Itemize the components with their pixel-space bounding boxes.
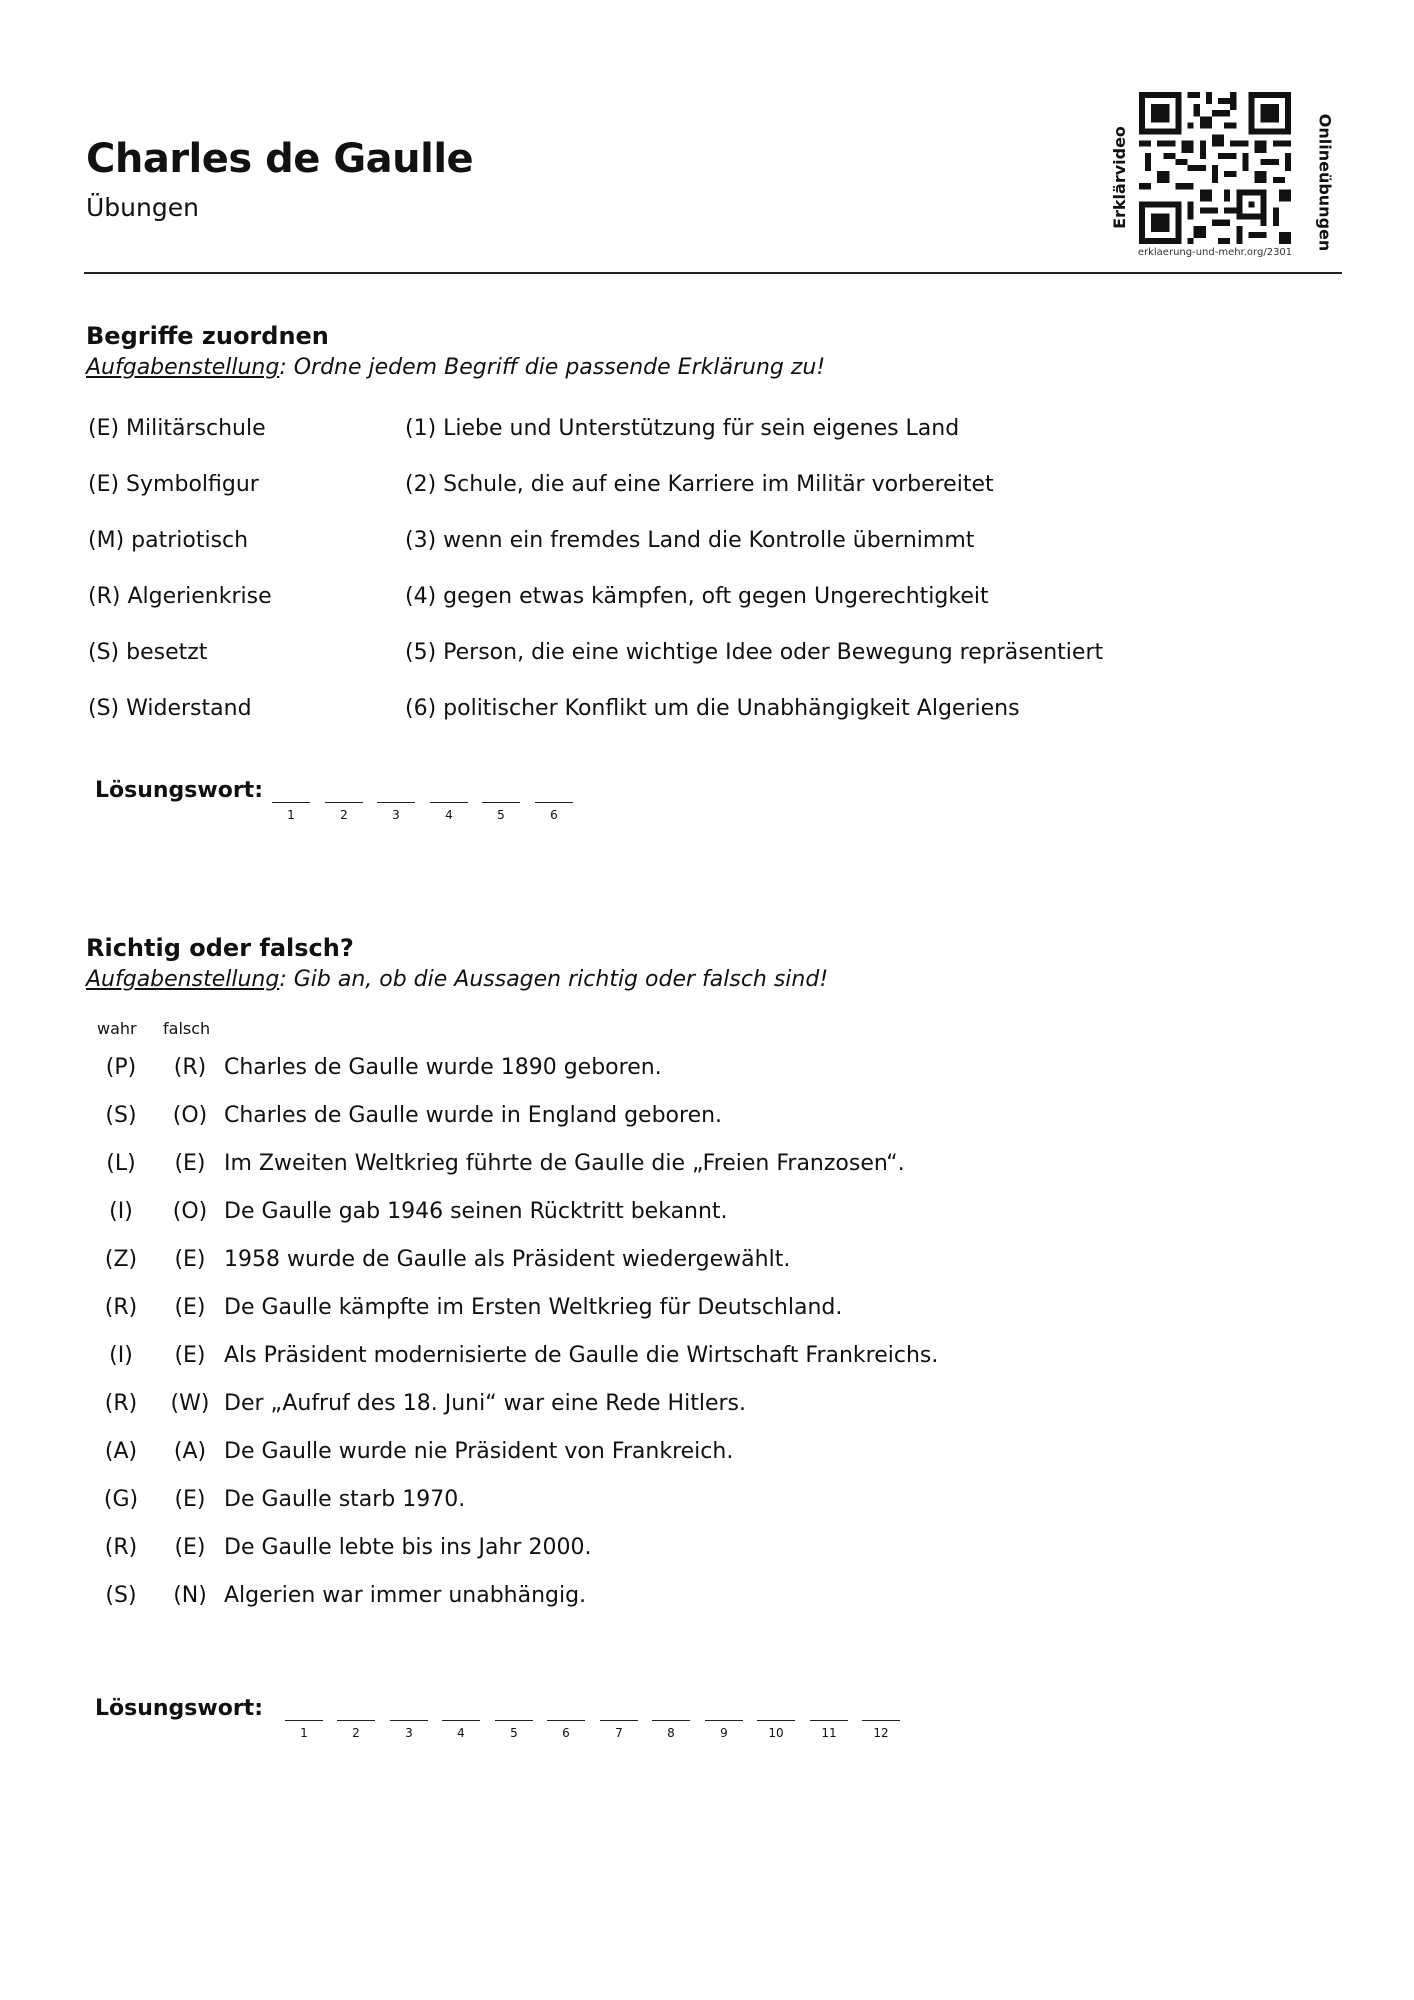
definition: (3) wenn ein fremdes Land die Kontrolle übernimmt — [405, 528, 975, 553]
statement-row — [0, 1343, 1414, 1373]
statement-text: Im Zweiten Weltkrieg führte de Gaulle die „Freien Franzosen“. — [224, 1151, 905, 1176]
true-letter[interactable]: (S) — [105, 1103, 137, 1128]
blank-slot[interactable] — [757, 1720, 795, 1721]
blank-slot[interactable] — [390, 1720, 428, 1721]
blank-number: 1 — [300, 1726, 308, 1740]
statement-text: Algerien war immer unabhängig. — [224, 1583, 587, 1608]
section2-instruction — [86, 967, 828, 992]
blank-slot[interactable] — [862, 1720, 900, 1721]
statement-text: Charles de Gaulle wurde 1890 geboren. — [224, 1055, 662, 1080]
blank-number: 10 — [768, 1726, 784, 1740]
false-letter[interactable]: (E) — [174, 1151, 206, 1176]
blank-number: 7 — [615, 1726, 623, 1740]
match-row — [0, 584, 1414, 614]
blank-slot[interactable] — [285, 1720, 323, 1721]
true-letter[interactable]: (Z) — [104, 1247, 138, 1272]
false-letter[interactable]: (E) — [174, 1535, 206, 1560]
term: (E) Symbolfigur — [88, 472, 259, 497]
instruction-label: Aufgabenstellung — [86, 967, 280, 992]
blank-slot[interactable] — [272, 802, 310, 803]
blank-slot[interactable] — [547, 1720, 585, 1721]
instruction-text: : Gib an, ob die Aussagen richtig oder falsch sind! — [279, 967, 829, 992]
section2-heading: Richtig oder falsch? — [86, 934, 354, 962]
blank-number: 2 — [352, 1726, 360, 1740]
false-letter[interactable]: (E) — [174, 1295, 206, 1320]
definition: (2) Schule, die auf eine Karriere im Militär vorbereitet — [405, 472, 994, 497]
blank-slot[interactable] — [442, 1720, 480, 1721]
blank-slot[interactable] — [430, 802, 468, 803]
statement-row — [0, 1439, 1414, 1469]
match-row — [0, 696, 1414, 726]
match-row — [0, 416, 1414, 446]
statement-row — [0, 1103, 1414, 1133]
blank-number: 6 — [562, 1726, 570, 1740]
statement-text: De Gaulle starb 1970. — [224, 1487, 466, 1512]
page-subtitle: Übungen — [86, 193, 199, 222]
statement-row — [0, 1055, 1414, 1085]
online-exercises-label: Onlineübungen — [1315, 113, 1335, 251]
statement-text: De Gaulle gab 1946 seinen Rücktritt bekannt. — [224, 1199, 728, 1224]
false-letter[interactable]: (O) — [172, 1199, 208, 1224]
column-false-label: falsch — [163, 1019, 211, 1038]
false-letter[interactable]: (E) — [174, 1343, 206, 1368]
false-letter[interactable]: (O) — [172, 1103, 208, 1128]
qr-code-icon[interactable] — [1139, 92, 1291, 244]
statement-row — [0, 1295, 1414, 1325]
statement-text: De Gaulle lebte bis ins Jahr 2000. — [224, 1535, 592, 1560]
false-letter[interactable]: (N) — [173, 1583, 207, 1608]
statement-text: De Gaulle kämpfte im Ersten Weltkrieg für Deutschland. — [224, 1295, 843, 1320]
header-divider — [84, 272, 1342, 274]
statement-row — [0, 1583, 1414, 1613]
blank-number: 5 — [497, 808, 505, 822]
true-letter[interactable]: (A) — [104, 1439, 138, 1464]
page-title: Charles de Gaulle — [86, 136, 474, 182]
statement-row — [0, 1199, 1414, 1229]
true-letter[interactable]: (G) — [103, 1487, 139, 1512]
section1-heading: Begriffe zuordnen — [86, 322, 329, 350]
blank-slot[interactable] — [600, 1720, 638, 1721]
term: (E) Militärschule — [88, 416, 266, 441]
false-letter[interactable]: (E) — [174, 1487, 206, 1512]
statement-text: De Gaulle wurde nie Präsident von Frankreich. — [224, 1439, 734, 1464]
definition: (1) Liebe und Unterstützung für sein eigenes Land — [405, 416, 960, 441]
statement-text: Der „Aufruf des 18. Juni“ war eine Rede Hitlers. — [224, 1391, 746, 1416]
false-letter[interactable]: (R) — [173, 1055, 207, 1080]
blank-slot[interactable] — [652, 1720, 690, 1721]
blank-number: 1 — [287, 808, 295, 822]
false-letter[interactable]: (E) — [174, 1247, 206, 1272]
match-row — [0, 640, 1414, 670]
blank-slot[interactable] — [495, 1720, 533, 1721]
blank-number: 4 — [457, 1726, 465, 1740]
solution-word-label: Lösungswort: — [95, 1696, 263, 1721]
blank-number: 8 — [667, 1726, 675, 1740]
statement-row — [0, 1535, 1414, 1565]
term: (R) Algerienkrise — [88, 584, 272, 609]
definition: (4) gegen etwas kämpfen, oft gegen Ungerechtigkeit — [405, 584, 989, 609]
blank-number: 5 — [510, 1726, 518, 1740]
term: (M) patriotisch — [88, 528, 249, 553]
blank-number: 3 — [392, 808, 400, 822]
definition: (5) Person, die eine wichtige Idee oder Bewegung repräsentiert — [405, 640, 1104, 665]
statement-row — [0, 1487, 1414, 1517]
false-letter[interactable]: (A) — [173, 1439, 207, 1464]
qr-url: erklaerung-und-mehr.org/2301 — [1137, 247, 1293, 258]
statement-text: 1958 wurde de Gaulle als Präsident wiedergewählt. — [224, 1247, 791, 1272]
true-letter[interactable]: (R) — [104, 1391, 138, 1416]
true-letter[interactable]: (P) — [105, 1055, 137, 1080]
blank-slot[interactable] — [377, 802, 415, 803]
qr-code-block[interactable] — [1105, 92, 1345, 264]
blank-number: 3 — [405, 1726, 413, 1740]
blank-slot[interactable] — [337, 1720, 375, 1721]
match-row — [0, 528, 1414, 558]
blank-slot[interactable] — [705, 1720, 743, 1721]
instruction-text: : Ordne jedem Begriff die passende Erklärung zu! — [279, 355, 826, 380]
blank-slot[interactable] — [810, 1720, 848, 1721]
statement-row — [0, 1391, 1414, 1421]
blank-number: 6 — [550, 808, 558, 822]
true-letter[interactable]: (R) — [104, 1535, 138, 1560]
blank-number: 11 — [821, 1726, 837, 1740]
blank-number: 4 — [445, 808, 453, 822]
definition: (6) politischer Konflikt um die Unabhängigkeit Algeriens — [405, 696, 1020, 721]
blank-number: 2 — [340, 808, 348, 822]
term: (S) Widerstand — [88, 696, 252, 721]
true-letter[interactable]: (R) — [104, 1295, 138, 1320]
blank-slot[interactable] — [535, 802, 573, 803]
statement-text: Als Präsident modernisierte de Gaulle die Wirtschaft Frankreichs. — [224, 1343, 939, 1368]
true-letter[interactable]: (S) — [105, 1583, 137, 1608]
term: (S) besetzt — [88, 640, 208, 665]
statement-text: Charles de Gaulle wurde in England geboren. — [224, 1103, 723, 1128]
true-letter[interactable]: (I) — [109, 1199, 133, 1224]
match-row — [0, 472, 1414, 502]
blank-slot[interactable] — [325, 802, 363, 803]
true-letter[interactable]: (I) — [109, 1343, 133, 1368]
instruction-label: Aufgabenstellung — [86, 355, 280, 380]
section1-instruction — [86, 355, 825, 380]
blank-slot[interactable] — [482, 802, 520, 803]
true-letter[interactable]: (L) — [106, 1151, 136, 1176]
blank-number: 9 — [720, 1726, 728, 1740]
solution-word-label: Lösungswort: — [95, 778, 263, 803]
video-label: Erklärvideo — [1109, 125, 1129, 229]
statement-row — [0, 1247, 1414, 1277]
column-true-label: wahr — [97, 1019, 137, 1038]
false-letter[interactable]: (W) — [170, 1391, 210, 1416]
blank-number: 12 — [873, 1726, 889, 1740]
statement-row — [0, 1151, 1414, 1181]
